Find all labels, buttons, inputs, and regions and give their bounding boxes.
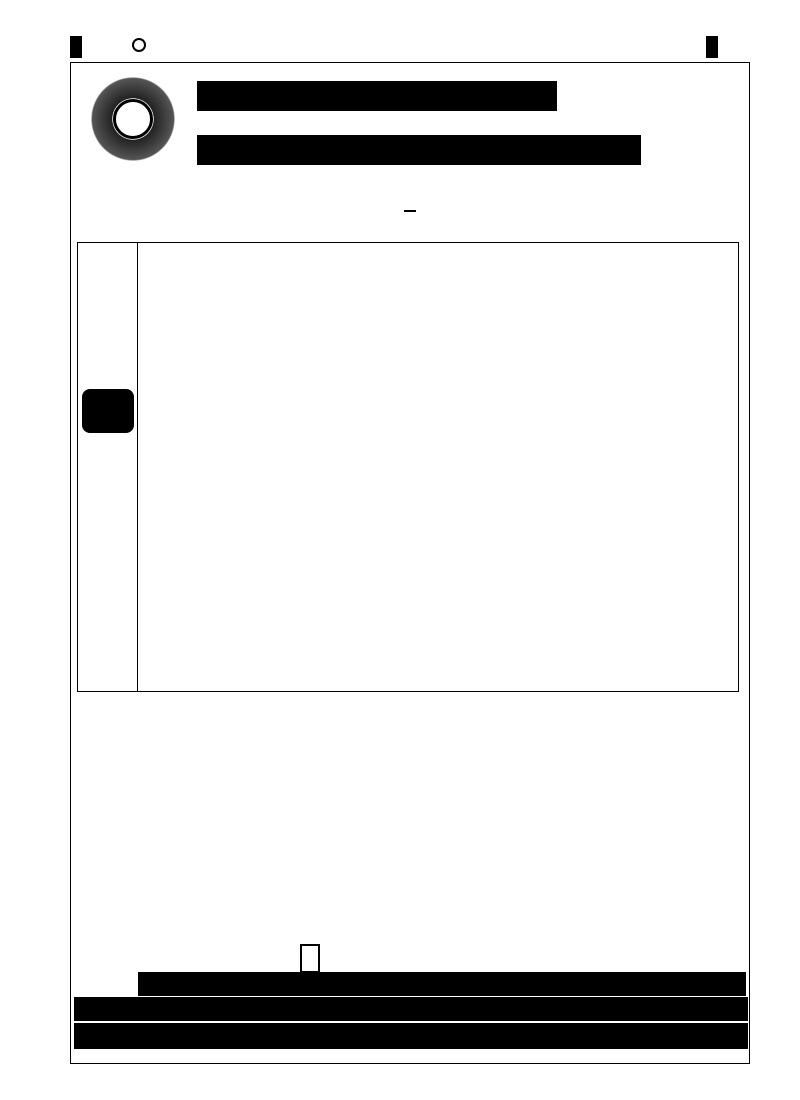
market-title [71, 186, 749, 210]
sun-icon [132, 38, 146, 52]
phone-bar [138, 972, 746, 996]
ad-tag-right [706, 36, 718, 58]
slogan-1 [197, 81, 557, 111]
spring-emblem-icon [85, 71, 181, 167]
exclusive-badge [82, 389, 134, 433]
category-column [78, 243, 138, 691]
slogan-2 [197, 135, 641, 165]
banner [71, 63, 749, 183]
qq-contacts [74, 1023, 748, 1049]
tour-price-table [77, 242, 739, 692]
ad-tag-left [70, 36, 82, 58]
contact-persons [74, 997, 748, 1021]
store-name [300, 946, 320, 971]
emblem-char [113, 99, 153, 139]
publisher-logo [118, 38, 160, 58]
